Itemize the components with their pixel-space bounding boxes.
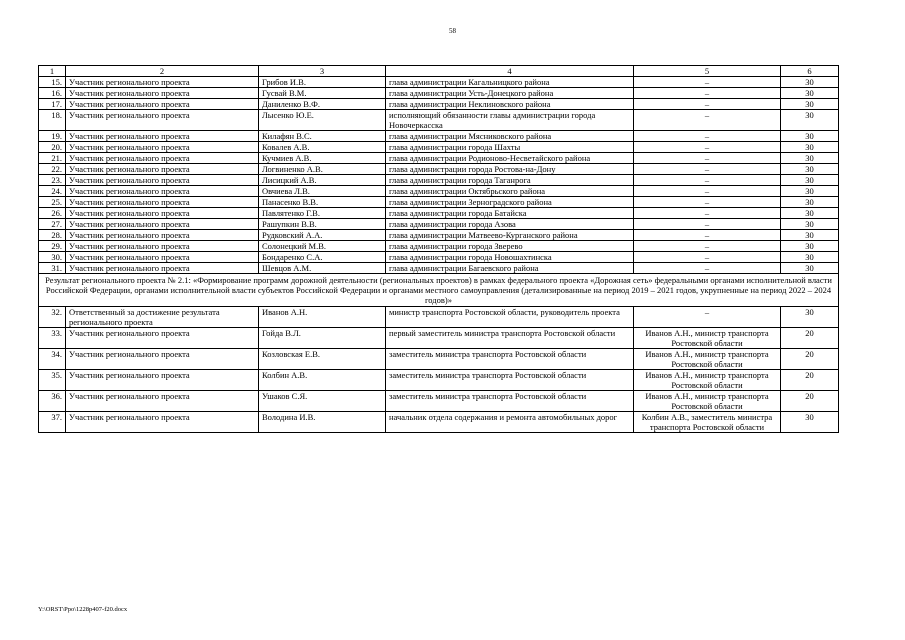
cell-col-5: – — [634, 110, 781, 131]
cell-col-6: 30 — [781, 186, 839, 197]
cell-col-6: 30 — [781, 263, 839, 274]
cell-col-3: Логвиненко А.В. — [259, 164, 386, 175]
cell-col-5: Иванов А.Н., министр транспорта Ростовской области — [634, 391, 781, 412]
cell-col-3: Володина И.В. — [259, 412, 386, 433]
cell-col-2: Участник регионального проекта — [66, 197, 259, 208]
cell-col-3: Рудковский А.А. — [259, 230, 386, 241]
cell-col-1: 19. — [39, 131, 66, 142]
cell-col-1: 32. — [39, 307, 66, 328]
cell-col-5: – — [634, 219, 781, 230]
table-row — [39, 186, 839, 197]
cell-col-5: – — [634, 142, 781, 153]
cell-col-5: – — [634, 131, 781, 142]
cell-col-3: Солонецкий М.В. — [259, 241, 386, 252]
cell-col-4: министр транспорта Ростовской области, руководитель проекта — [386, 307, 634, 328]
cell-col-3: Гусвай В.М. — [259, 88, 386, 99]
cell-col-4: глава администрации города Новошахтинска — [386, 252, 634, 263]
result-heading-row — [39, 274, 839, 307]
cell-col-6: 20 — [781, 328, 839, 349]
table-row — [39, 197, 839, 208]
cell-col-4: глава администрации Усть-Донецкого района — [386, 88, 634, 99]
table-row — [39, 307, 839, 328]
table-row — [39, 263, 839, 274]
cell-col-2: Участник регионального проекта — [66, 219, 259, 230]
cell-col-1: 27. — [39, 219, 66, 230]
cell-col-2: Участник регионального проекта — [66, 99, 259, 110]
cell-col-2: Участник регионального проекта — [66, 263, 259, 274]
cell-col-1: 16. — [39, 88, 66, 99]
cell-col-1: 15. — [39, 77, 66, 88]
cell-col-3: Ушаков С.Я. — [259, 391, 386, 412]
cell-col-2: Ответственный за достижение результата регионального проекта — [66, 307, 259, 328]
cell-col-2: Участник регионального проекта — [66, 131, 259, 142]
table-row — [39, 88, 839, 99]
cell-col-6: 30 — [781, 219, 839, 230]
cell-col-1: 25. — [39, 197, 66, 208]
cell-col-4: глава администрации Родионово-Несветайского района — [386, 153, 634, 164]
header-cell-5: 5 — [634, 66, 781, 77]
cell-col-2: Участник регионального проекта — [66, 164, 259, 175]
cell-col-4: заместитель министра транспорта Ростовской области — [386, 391, 634, 412]
result-heading: Результат регионального проекта № 2.1: «Формирование программ дорожной деятельности (региональных проектов) в рамках федерального проекта «Дорожная сеть» федеральными органами исполнительной власти Российской Федерации, органами исполнительной власти субъектов Российской Федерации и органами местного самоуправления (детализированные на период 2019 – 2021 годов, укрупненные на период 2022 – 2024 годов)» — [39, 274, 839, 307]
cell-col-6: 30 — [781, 164, 839, 175]
cell-col-2: Участник регионального проекта — [66, 391, 259, 412]
cell-col-4: глава администрации города Таганрога — [386, 175, 634, 186]
table-row — [39, 412, 839, 433]
cell-col-4: глава администрации Багаевского района — [386, 263, 634, 274]
cell-col-1: 22. — [39, 164, 66, 175]
cell-col-4: глава администрации города Шахты — [386, 142, 634, 153]
cell-col-6: 20 — [781, 349, 839, 370]
cell-col-6: 30 — [781, 99, 839, 110]
cell-col-2: Участник регионального проекта — [66, 186, 259, 197]
cell-col-4: глава администрации города Азова — [386, 219, 634, 230]
table-row — [39, 328, 839, 349]
table-row — [39, 153, 839, 164]
cell-col-1: 37. — [39, 412, 66, 433]
cell-col-1: 24. — [39, 186, 66, 197]
cell-col-6: 30 — [781, 412, 839, 433]
cell-col-2: Участник регионального проекта — [66, 230, 259, 241]
file-path: Y:\ORST\Ppo\1228p407-f20.docx — [38, 606, 128, 613]
cell-col-6: 20 — [781, 391, 839, 412]
cell-col-1: 17. — [39, 99, 66, 110]
cell-col-2: Участник регионального проекта — [66, 175, 259, 186]
cell-col-3: Грибов И.В. — [259, 77, 386, 88]
cell-col-3: Павлятенко Г.В. — [259, 208, 386, 219]
header-cell-1: 1 — [39, 66, 66, 77]
cell-col-1: 21. — [39, 153, 66, 164]
table-row — [39, 175, 839, 186]
table-row — [39, 230, 839, 241]
header-cell-4: 4 — [386, 66, 634, 77]
cell-col-6: 30 — [781, 175, 839, 186]
table-row — [39, 164, 839, 175]
cell-col-2: Участник регионального проекта — [66, 88, 259, 99]
cell-col-1: 20. — [39, 142, 66, 153]
header-row — [39, 66, 839, 77]
cell-col-2: Участник регионального проекта — [66, 153, 259, 164]
cell-col-1: 35. — [39, 370, 66, 391]
table-row — [39, 241, 839, 252]
cell-col-4: глава администрации Кагальницкого района — [386, 77, 634, 88]
cell-col-4: исполняющий обязанности главы администрации города Новочеркасска — [386, 110, 634, 131]
cell-col-1: 28. — [39, 230, 66, 241]
cell-col-3: Козловская Е.В. — [259, 349, 386, 370]
cell-col-5: Иванов А.Н., министр транспорта Ростовской области — [634, 370, 781, 391]
cell-col-3: Кучмиев А.В. — [259, 153, 386, 164]
cell-col-4: глава администрации города Зверево — [386, 241, 634, 252]
page-number: 58 — [449, 27, 456, 35]
header-cell-3: 3 — [259, 66, 386, 77]
cell-col-2: Участник регионального проекта — [66, 412, 259, 433]
cell-col-4: глава администрации Матвеево-Курганского района — [386, 230, 634, 241]
cell-col-5: – — [634, 88, 781, 99]
cell-col-3: Бондаренко С.А. — [259, 252, 386, 263]
cell-col-5: – — [634, 208, 781, 219]
cell-col-5: – — [634, 164, 781, 175]
cell-col-3: Даниленко В.Ф. — [259, 99, 386, 110]
cell-col-3: Гойда В.Л. — [259, 328, 386, 349]
staff-table-body — [39, 66, 839, 433]
cell-col-2: Участник регионального проекта — [66, 77, 259, 88]
cell-col-5: – — [634, 263, 781, 274]
header-cell-2: 2 — [66, 66, 259, 77]
cell-col-4: глава администрации Зерноградского района — [386, 197, 634, 208]
cell-col-6: 30 — [781, 197, 839, 208]
cell-col-3: Лисицкий А.В. — [259, 175, 386, 186]
cell-col-3: Иванов А.Н. — [259, 307, 386, 328]
cell-col-5: – — [634, 175, 781, 186]
cell-col-6: 30 — [781, 252, 839, 263]
cell-col-1: 34. — [39, 349, 66, 370]
cell-col-5: – — [634, 241, 781, 252]
cell-col-3: Овчиева Л.В. — [259, 186, 386, 197]
cell-col-4: первый заместитель министра транспорта Ростовской области — [386, 328, 634, 349]
cell-col-3: Ковалев А.В. — [259, 142, 386, 153]
cell-col-5: Колбин А.В., заместитель министра транспорта Ростовской области — [634, 412, 781, 433]
cell-col-1: 26. — [39, 208, 66, 219]
cell-col-3: Рашупкин В.В. — [259, 219, 386, 230]
table-row — [39, 131, 839, 142]
cell-col-3: Шевцов А.М. — [259, 263, 386, 274]
cell-col-3: Колбин А.В. — [259, 370, 386, 391]
cell-col-2: Участник регионального проекта — [66, 142, 259, 153]
cell-col-5: – — [634, 230, 781, 241]
table-row — [39, 208, 839, 219]
cell-col-6: 30 — [781, 77, 839, 88]
cell-col-6: 30 — [781, 230, 839, 241]
cell-col-5: – — [634, 99, 781, 110]
cell-col-6: 30 — [781, 307, 839, 328]
cell-col-5: Иванов А.Н., министр транспорта Ростовской области — [634, 349, 781, 370]
cell-col-1: 29. — [39, 241, 66, 252]
cell-col-2: Участник регионального проекта — [66, 208, 259, 219]
cell-col-2: Участник регионального проекта — [66, 241, 259, 252]
cell-col-1: 30. — [39, 252, 66, 263]
table-row — [39, 391, 839, 412]
cell-col-5: – — [634, 153, 781, 164]
cell-col-4: заместитель министра транспорта Ростовской области — [386, 370, 634, 391]
cell-col-5: – — [634, 307, 781, 328]
cell-col-4: глава администрации Неклиновского района — [386, 99, 634, 110]
cell-col-4: заместитель министра транспорта Ростовской области — [386, 349, 634, 370]
cell-col-1: 36. — [39, 391, 66, 412]
cell-col-5: – — [634, 77, 781, 88]
cell-col-2: Участник регионального проекта — [66, 110, 259, 131]
cell-col-4: глава администрации Октябрьского района — [386, 186, 634, 197]
table-row — [39, 99, 839, 110]
cell-col-5: – — [634, 197, 781, 208]
table-row — [39, 370, 839, 391]
cell-col-5: – — [634, 186, 781, 197]
cell-col-4: глава администрации города Ростова-на-Дону — [386, 164, 634, 175]
cell-col-2: Участник регионального проекта — [66, 349, 259, 370]
cell-col-5: – — [634, 252, 781, 263]
cell-col-6: 30 — [781, 153, 839, 164]
cell-col-6: 20 — [781, 370, 839, 391]
cell-col-4: глава администрации Мясниковского района — [386, 131, 634, 142]
cell-col-2: Участник регионального проекта — [66, 252, 259, 263]
cell-col-5: Иванов А.Н., министр транспорта Ростовской области — [634, 328, 781, 349]
cell-col-3: Килафян В.С. — [259, 131, 386, 142]
cell-col-6: 30 — [781, 110, 839, 131]
table-row — [39, 252, 839, 263]
cell-col-6: 30 — [781, 142, 839, 153]
cell-col-2: Участник регионального проекта — [66, 328, 259, 349]
cell-col-1: 23. — [39, 175, 66, 186]
cell-col-1: 33. — [39, 328, 66, 349]
cell-col-6: 30 — [781, 208, 839, 219]
table-row — [39, 110, 839, 131]
table-row — [39, 77, 839, 88]
header-cell-6: 6 — [781, 66, 839, 77]
cell-col-6: 30 — [781, 88, 839, 99]
table-row — [39, 219, 839, 230]
table-row — [39, 142, 839, 153]
cell-col-3: Лысенко Ю.Е. — [259, 110, 386, 131]
cell-col-4: глава администрации города Батайска — [386, 208, 634, 219]
cell-col-1: 18. — [39, 110, 66, 131]
cell-col-6: 30 — [781, 241, 839, 252]
cell-col-1: 31. — [39, 263, 66, 274]
cell-col-3: Панасенко В.В. — [259, 197, 386, 208]
table-row — [39, 349, 839, 370]
staff-table — [38, 65, 839, 433]
cell-col-2: Участник регионального проекта — [66, 370, 259, 391]
cell-col-6: 30 — [781, 131, 839, 142]
cell-col-4: начальник отдела содержания и ремонта автомобильных дорог — [386, 412, 634, 433]
